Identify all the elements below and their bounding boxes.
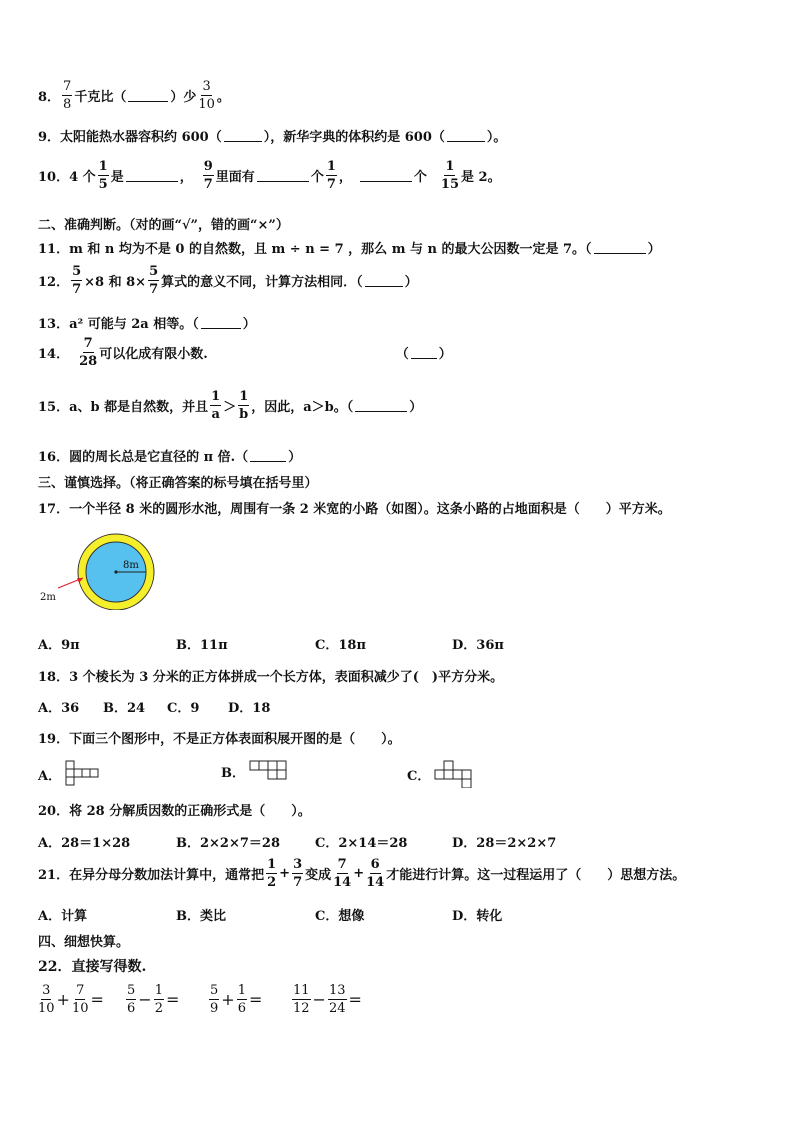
option-label: D．转化 xyxy=(452,909,503,924)
width-label: 2m xyxy=(40,592,56,603)
answer-blank[interactable] xyxy=(257,169,309,182)
option-label: B． xyxy=(221,765,245,781)
answer-blank[interactable] xyxy=(447,129,485,142)
question-text: ，因此，a＞b。（ xyxy=(251,400,354,415)
answer-blank[interactable] xyxy=(355,399,407,412)
denominator: 14 xyxy=(366,875,385,890)
question-number: 20． xyxy=(38,804,70,819)
q21-option-d[interactable] xyxy=(452,905,502,924)
numerator: 1 xyxy=(326,159,336,174)
numerator: 5 xyxy=(127,983,136,998)
numerator: 1 xyxy=(98,159,108,174)
question-8 xyxy=(38,80,230,111)
question-text: 。 xyxy=(216,90,230,105)
question-9 xyxy=(38,126,506,145)
fraction xyxy=(98,160,109,191)
section-heading: 四、细想快算。 xyxy=(38,935,130,950)
numerator: 1 xyxy=(267,857,277,872)
question-number: 17． xyxy=(38,502,70,517)
fraction xyxy=(209,984,219,1015)
denominator: 10 xyxy=(198,97,215,112)
q20-option-a[interactable] xyxy=(38,832,130,851)
q18-option-d[interactable] xyxy=(228,697,270,716)
question-text: 一个半径 8 米的圆形水池，周围有一条 2 米宽的小路（如图）。这条小路的占地面积是（ ）平方米。 xyxy=(69,502,671,517)
expression-3 xyxy=(207,984,286,1015)
denominator: 2 xyxy=(154,1001,163,1016)
radius-label: 8m xyxy=(123,560,139,571)
numerator: 7 xyxy=(83,336,93,351)
question-number: 14． xyxy=(38,347,70,362)
fraction xyxy=(62,80,72,111)
question-17 xyxy=(38,498,671,517)
denominator: 12 xyxy=(293,1001,310,1016)
equals-sign: = xyxy=(348,990,362,1009)
question-text: 是 xyxy=(110,170,124,185)
q17-option-a[interactable] xyxy=(38,634,80,653)
denominator: 10 xyxy=(71,1001,89,1016)
numerator: 5 xyxy=(72,264,82,279)
denominator: 28 xyxy=(79,354,98,369)
option-label: A．9π xyxy=(38,638,80,653)
q21-option-c[interactable] xyxy=(315,905,364,924)
question-15 xyxy=(38,390,422,421)
question-number: 8． xyxy=(38,90,61,105)
denominator: 24 xyxy=(328,1001,346,1016)
question-number: 13． xyxy=(38,317,70,332)
answer-blank[interactable] xyxy=(126,169,178,182)
numerator: 9 xyxy=(203,159,213,174)
fraction xyxy=(126,984,136,1015)
operator: − xyxy=(138,990,152,1009)
center-point xyxy=(114,570,117,573)
numerator: 11 xyxy=(293,983,310,998)
denominator: 7 xyxy=(203,177,213,192)
question-number: 22． xyxy=(38,959,72,975)
section-4-heading xyxy=(38,931,129,950)
operator: + xyxy=(279,866,291,881)
denominator: b xyxy=(239,407,249,422)
fraction xyxy=(210,390,221,421)
numerator: 5 xyxy=(210,983,219,998)
question-number: 9． xyxy=(38,130,61,145)
question-text: ）少 xyxy=(170,90,197,105)
question-text: 3 个棱长为 3 分米的正方体拼成一个长方体，表面积减少了( )平方分米。 xyxy=(69,670,504,685)
question-22 xyxy=(38,956,146,976)
q18-option-b[interactable] xyxy=(103,697,145,716)
option-label: A．计算 xyxy=(38,909,88,924)
fraction xyxy=(72,984,89,1015)
option-label: C． xyxy=(407,768,431,784)
denominator: 6 xyxy=(237,1001,246,1016)
numerator: 6 xyxy=(370,857,380,872)
q20-option-d[interactable] xyxy=(452,832,556,851)
denominator: 2 xyxy=(267,875,277,890)
option-label: C．想像 xyxy=(315,909,365,924)
option-label: D．18 xyxy=(228,701,271,716)
numerator: 1 xyxy=(237,983,246,998)
expression-4 xyxy=(290,984,386,1015)
question-text: a² 可能与 2a 相等。（ xyxy=(69,317,199,332)
question-text: ）。 xyxy=(486,130,507,145)
q19-option-a[interactable] xyxy=(38,760,107,788)
denominator: 7 xyxy=(293,875,303,890)
fraction xyxy=(148,265,159,296)
denominator: 10 xyxy=(38,1001,55,1016)
option-label: C．2×14＝28 xyxy=(315,836,408,851)
option-label: B．24 xyxy=(103,701,146,716)
question-number: 18． xyxy=(38,670,70,685)
denominator: 7 xyxy=(149,282,159,297)
question-text: ） xyxy=(438,347,452,362)
fraction xyxy=(237,984,247,1015)
fraction xyxy=(328,984,347,1015)
denominator: 5 xyxy=(98,177,108,192)
denominator: 14 xyxy=(333,875,352,890)
q20-option-b[interactable] xyxy=(176,832,280,851)
question-16 xyxy=(38,446,301,465)
question-18 xyxy=(38,666,503,685)
option-label: B．类比 xyxy=(176,909,226,924)
answer-blank[interactable] xyxy=(201,316,241,329)
q19-option-c[interactable] xyxy=(407,760,478,788)
option-label: A．36 xyxy=(38,701,80,716)
question-text: ＞ xyxy=(223,400,237,415)
q18-option-a[interactable] xyxy=(38,697,79,716)
cube-net-c-diagram xyxy=(434,760,478,788)
question-text: 在异分母分数加法计算中，通常把 xyxy=(69,868,265,883)
question-12 xyxy=(38,265,418,296)
cube-net-a xyxy=(65,760,107,788)
question-20 xyxy=(38,800,311,819)
numerator: 1 xyxy=(211,389,221,404)
question-text: 4 个 xyxy=(69,170,96,185)
question-text: 将 28 分解质因数的正确形式是（ ）。 xyxy=(69,804,311,819)
fraction xyxy=(326,160,337,191)
fraction xyxy=(238,390,249,421)
numerator: 3 xyxy=(293,857,303,872)
option-label: C．18π xyxy=(315,638,366,653)
q21-option-a[interactable] xyxy=(38,905,87,924)
answer-space[interactable] xyxy=(264,994,284,1006)
section-heading: 二、准确判断。（对的画“√”，错的画“×”） xyxy=(38,218,289,233)
question-text: m 和 n 均为不是 0 的自然数，且 m ÷ n = 7 ，那么 m 与 n 的最大公因数一定是 7。（ xyxy=(69,242,592,257)
question-text: 圆的周长总是它直径的 π 倍.（ xyxy=(69,450,249,465)
question-number: 11． xyxy=(38,242,70,257)
fraction xyxy=(79,337,97,368)
question-text: ， xyxy=(338,170,352,185)
question-text: ， xyxy=(179,170,193,185)
question-text: ），新华字典的体积约是 600（ xyxy=(263,130,445,145)
question-text: a、b 都是自然数，并且 xyxy=(69,400,209,415)
fraction xyxy=(203,160,214,191)
fraction xyxy=(333,858,351,889)
denominator: a xyxy=(211,407,220,422)
question-11 xyxy=(38,238,661,257)
question-text: 里面有 xyxy=(215,170,255,185)
fraction xyxy=(198,80,215,111)
question-text: 算式的意义不同，计算方法相同．（ xyxy=(161,275,363,290)
operator: + xyxy=(353,866,365,881)
pool-diagram xyxy=(36,528,166,610)
operator: + xyxy=(221,990,235,1009)
expression-1 xyxy=(36,984,128,1015)
answer-blank[interactable] xyxy=(411,346,437,359)
cube-net-b xyxy=(249,760,293,782)
question-text: 直接写得数. xyxy=(71,959,147,975)
q17-option-c[interactable] xyxy=(315,634,366,653)
question-text: ） xyxy=(242,317,256,332)
q17-option-d[interactable] xyxy=(452,634,504,653)
question-text: ） xyxy=(409,400,423,415)
answer-blank[interactable] xyxy=(224,129,262,142)
question-number: 21． xyxy=(38,868,70,883)
fraction xyxy=(441,160,459,191)
question-text: 可以化成有限小数. xyxy=(99,347,208,362)
operator: − xyxy=(312,990,326,1009)
numerator: 5 xyxy=(149,264,159,279)
question-14 xyxy=(38,337,452,368)
question-text: ×8 和 8× xyxy=(84,275,147,290)
equals-sign: = xyxy=(165,990,180,1009)
question-text: 千克比（ xyxy=(74,90,127,105)
fraction xyxy=(292,984,311,1015)
question-text: 变成 xyxy=(305,868,332,883)
option-label: B．11π xyxy=(176,638,228,653)
option-label: C．9 xyxy=(167,701,200,716)
question-text: 个 xyxy=(310,170,324,185)
answer-blank[interactable] xyxy=(594,241,646,254)
question-text: 个 xyxy=(413,170,427,185)
answer-blank[interactable] xyxy=(360,169,412,182)
fraction xyxy=(266,858,277,889)
question-number: 10． xyxy=(38,170,70,185)
numerator: 7 xyxy=(76,983,85,998)
q19-option-b[interactable] xyxy=(221,760,293,782)
numerator: 7 xyxy=(63,79,72,94)
answer-blank[interactable] xyxy=(250,449,286,462)
question-number: 15． xyxy=(38,400,70,415)
fraction xyxy=(38,984,55,1015)
answer-space[interactable] xyxy=(181,994,201,1006)
option-label: D．36π xyxy=(452,638,504,653)
question-text: ） xyxy=(288,450,302,465)
question-text: 太阳能热水器容积约 600（ xyxy=(60,130,222,145)
answer-blank[interactable] xyxy=(128,89,168,102)
numerator: 1 xyxy=(239,389,249,404)
cube-net-b-diagram xyxy=(249,760,293,782)
question-text: 下面三个图形中，不是正方体表面积展开图的是（ ）。 xyxy=(69,732,401,747)
question-number: 19． xyxy=(38,732,70,747)
equals-sign: = xyxy=(248,990,263,1009)
cube-net-a-diagram xyxy=(65,760,107,788)
question-13 xyxy=(38,313,256,332)
section-3-heading xyxy=(38,472,318,491)
numerator: 1 xyxy=(445,159,455,174)
numerator: 1 xyxy=(154,983,163,998)
answer-space[interactable] xyxy=(364,994,384,1006)
question-19 xyxy=(38,728,401,747)
section-2-heading xyxy=(38,214,289,233)
option-label: B．2×2×7＝28 xyxy=(176,836,281,851)
question-text: （ xyxy=(395,347,409,362)
cube-net-c xyxy=(434,760,478,788)
numerator: 7 xyxy=(337,857,347,872)
question-10 xyxy=(38,160,501,191)
question-number: 12． xyxy=(38,275,70,290)
question-21 xyxy=(38,858,685,889)
option-label: D．28＝2×2×7 xyxy=(452,836,557,851)
numerator: 13 xyxy=(328,983,346,998)
q17-option-b[interactable] xyxy=(176,634,228,653)
fraction xyxy=(292,858,303,889)
answer-space[interactable] xyxy=(106,994,126,1006)
operator: + xyxy=(56,990,70,1009)
question-text: 是 2。 xyxy=(461,170,501,185)
pool-figure xyxy=(36,528,166,610)
fraction xyxy=(366,858,384,889)
numerator: 3 xyxy=(202,79,211,94)
question-text: ） xyxy=(647,242,661,257)
denominator: 8 xyxy=(63,97,72,112)
denominator: 9 xyxy=(210,1001,219,1016)
q20-option-c[interactable] xyxy=(315,832,407,851)
q18-option-c[interactable] xyxy=(167,697,199,716)
numerator: 3 xyxy=(42,983,51,998)
denominator: 7 xyxy=(72,282,82,297)
fraction xyxy=(154,984,164,1015)
question-number: 16． xyxy=(38,450,70,465)
denominator: 15 xyxy=(440,177,459,192)
equals-sign: = xyxy=(90,990,104,1009)
denominator: 6 xyxy=(127,1001,136,1016)
question-text: 才能进行计算。这一过程运用了（ ）思想方法。 xyxy=(386,868,686,883)
section-heading: 三、谨慎选择。（将正确答案的标号填在括号里） xyxy=(38,476,318,491)
option-label: A． xyxy=(38,768,62,784)
option-label: A．28＝1×28 xyxy=(38,836,131,851)
expression-2 xyxy=(124,984,203,1015)
answer-blank[interactable] xyxy=(365,274,403,287)
question-text: ） xyxy=(404,275,418,290)
q21-option-b[interactable] xyxy=(176,905,226,924)
fraction xyxy=(71,265,82,296)
denominator: 7 xyxy=(326,177,336,192)
